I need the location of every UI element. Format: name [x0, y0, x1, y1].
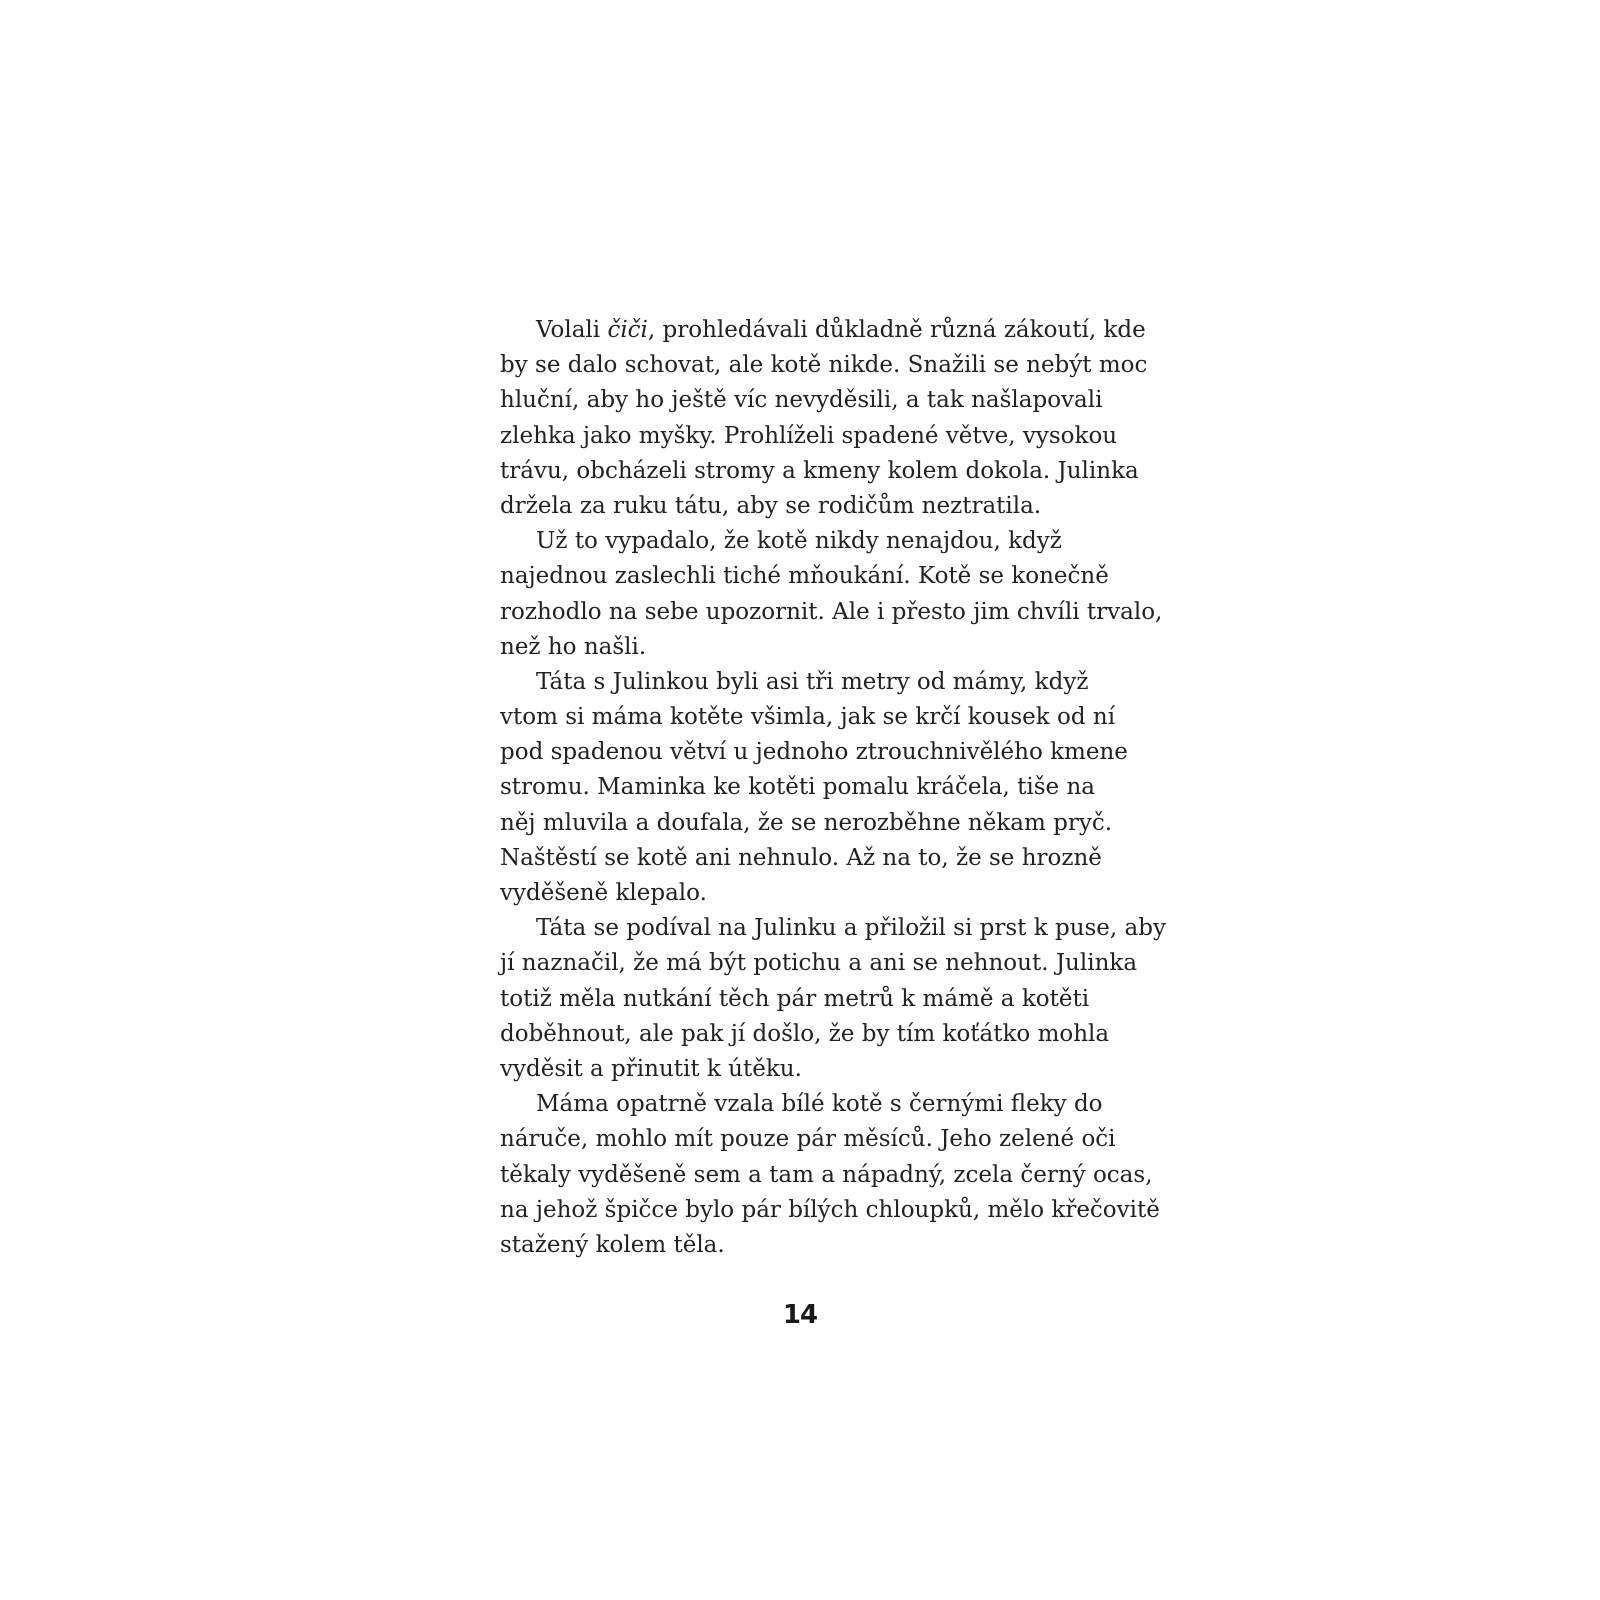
- text-line: zlehka jako myšky. Prohlíželi spadené větve, vysokou: [500, 422, 1118, 449]
- text-line: Máma opatrně vzala bílé kotě s černými fleky do: [536, 1091, 1103, 1118]
- text-line: totiž měla nutkání těch pár metrů k mámě a kotěti: [500, 985, 1090, 1012]
- text-line: něj mluvila a doufala, že se nerozběhne někam pryč.: [500, 809, 1113, 836]
- text-line: těkaly vyděšeně sem a tam a nápadný, zcela černý ocas,: [500, 1161, 1153, 1188]
- text-line: Volali čiči, prohledávali důkladně různá zákoutí, kde: [536, 317, 1146, 343]
- text-line: hluční, aby ho ještě víc nevyděsili, a tak našlapovali: [500, 387, 1103, 414]
- text-line: náruče, mohlo mít pouze pár měsíců. Jeho zelené oči: [500, 1126, 1116, 1153]
- text-line: stromu. Maminka ke kotěti pomalu kráčela, tiše na: [500, 774, 1095, 801]
- text-line: by se dalo schovat, ale kotě nikde. Snažili se nebýt moc: [500, 352, 1148, 379]
- emphasized-word: čiči: [607, 317, 648, 343]
- text-line: pod spadenou větví u jednoho ztrouchnivělého kmene: [500, 739, 1128, 766]
- text-line: než ho našli.: [500, 633, 647, 660]
- text-line: najednou zaslechli tiché mňoukání. Kotě se konečně: [500, 563, 1109, 590]
- body-text: [500, 313, 1166, 1263]
- text-line: vyděsit a přinutit k útěku.: [500, 1055, 802, 1082]
- text-line: stažený kolem těla.: [500, 1231, 725, 1258]
- text-line: vyděšeně klepalo.: [500, 880, 707, 906]
- text-line: jí naznačil, že má být potichu a ani se nehnout. Julinka: [500, 950, 1138, 977]
- text-line: Táta s Julinkou byli asi tři metry od mámy, když: [536, 668, 1089, 695]
- text-line: Táta se podíval na Julinku a přiložil si prst k puse, aby: [536, 915, 1166, 942]
- text-line: Naštěstí se kotě ani nehnulo. Až na to, že se hrozně: [500, 844, 1102, 871]
- text-line: držela za ruku tátu, aby se rodičům neztratila.: [500, 492, 1042, 519]
- text-line: doběhnout, ale pak jí došlo, že by tím koťátko mohla: [500, 1020, 1110, 1047]
- text-line: Už to vypadalo, že kotě nikdy nenajdou, když: [536, 528, 1062, 555]
- text-line: na jehož špičce bylo pár bílých chloupků, mělo křečovitě: [500, 1196, 1160, 1223]
- text-line: vtom si máma kotěte všimla, jak se krčí kousek od ní: [500, 704, 1116, 731]
- text-line: trávu, obcházeli stromy a kmeny kolem dokola. Julinka: [500, 457, 1139, 484]
- page-number: 14: [782, 1300, 818, 1330]
- text-line: rozhodlo na sebe upozornit. Ale i přesto jim chvíli trvalo,: [500, 598, 1163, 625]
